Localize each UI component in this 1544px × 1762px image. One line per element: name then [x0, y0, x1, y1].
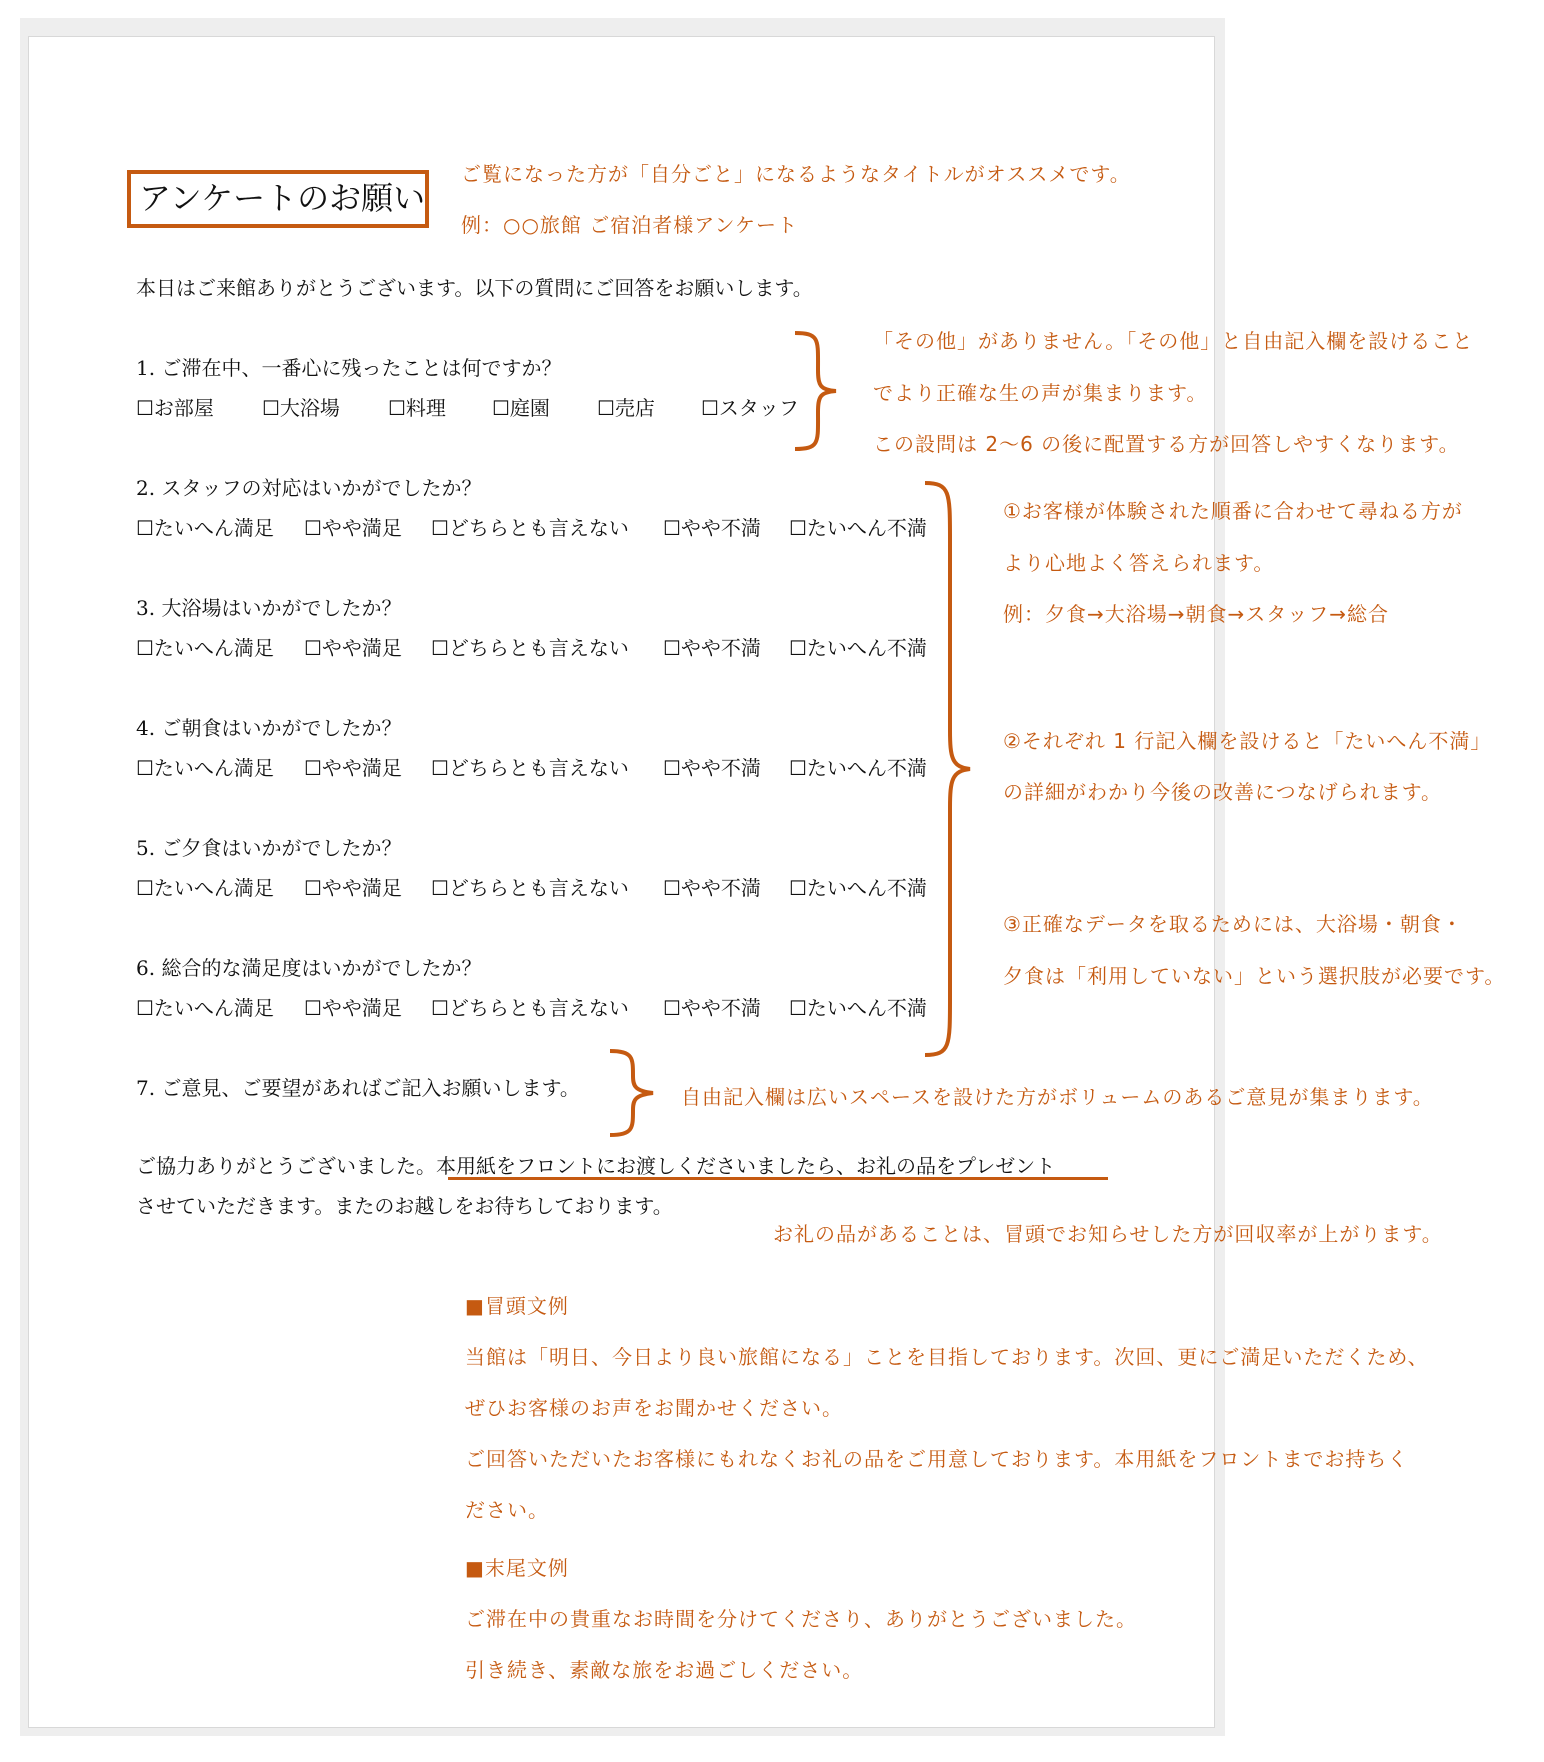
option-shop[interactable]: ☐売店: [597, 396, 655, 420]
option-very-satisfied[interactable]: ☐たいへん満足: [136, 516, 274, 540]
option-food[interactable]: ☐料理: [388, 396, 446, 420]
option-very-dissatisfied[interactable]: ☐たいへん不満: [789, 516, 927, 540]
option-neutral[interactable]: ☐どちらとも言えない: [431, 756, 629, 780]
question-4-options: [136, 752, 927, 781]
closing-example-line-2: 引き続き、素敵な旅をお過ごしください。: [465, 1658, 864, 1682]
option-very-satisfied[interactable]: ☐たいへん満足: [136, 996, 274, 1020]
question-3-options: [136, 632, 927, 661]
option-satisfied[interactable]: ☐やや満足: [304, 636, 402, 660]
q1-tip-line-2: でより正確な生の声が集まります。: [873, 381, 1208, 405]
gift-tip: お礼の品があることは、冒頭でお知らせした方が回収率が上がります。: [773, 1222, 1443, 1246]
option-neutral[interactable]: ☐どちらとも言えない: [431, 516, 629, 540]
closing-thanks: ご協力ありがとうございました。: [136, 1154, 436, 1178]
option-neutral[interactable]: ☐どちらとも言えない: [431, 636, 629, 660]
gift-notice-underline: [448, 1177, 1108, 1180]
option-satisfied[interactable]: ☐やや満足: [304, 876, 402, 900]
question-2-options: [136, 512, 927, 541]
option-dissatisfied[interactable]: ☐やや不満: [663, 636, 761, 660]
intro-text: 本日はご来館ありがとうございます。以下の質問にご回答をお願いします。: [136, 276, 813, 300]
rating-brace: [920, 480, 980, 1058]
question-6: 6. 総合的な満足度はいかがでしたか？: [136, 956, 482, 980]
option-garden[interactable]: ☐庭園: [492, 396, 550, 420]
option-dissatisfied[interactable]: ☐やや不満: [663, 876, 761, 900]
opening-example-line-2: ぜひお客様のお声をお聞かせください。: [465, 1396, 843, 1420]
question-5: 5. ご夕食はいかがでしたか？: [136, 836, 402, 860]
free-text-tip: 自由記入欄は広いスペースを設けた方がボリュームのあるご意見が集まります。: [681, 1085, 1434, 1109]
option-very-dissatisfied[interactable]: ☐たいへん不満: [789, 996, 927, 1020]
order-tip-line-1: ①お客様が体験された順番に合わせて尋ねる方が: [1003, 499, 1463, 523]
closing-gift-notice: 本用紙をフロントにお渡しくださいましたら、お礼の品をプレゼント: [436, 1154, 1056, 1178]
question-3: 3. 大浴場はいかがでしたか？: [136, 596, 402, 620]
option-neutral[interactable]: ☐どちらとも言えない: [431, 996, 629, 1020]
comment-tip-line-2: の詳細がわかり今後の改善につなげられます。: [1003, 780, 1442, 804]
closing-example-heading: ■末尾文例: [465, 1556, 569, 1580]
option-satisfied[interactable]: ☐やや満足: [304, 756, 402, 780]
survey-title: アンケートのお願い: [127, 170, 429, 228]
q1-tip-line-1: 「その他」がありません。「その他」と自由記入欄を設けること: [873, 329, 1474, 353]
option-staff[interactable]: ☐スタッフ: [701, 396, 799, 420]
option-satisfied[interactable]: ☐やや満足: [304, 516, 402, 540]
opening-example-line-3: ご回答いただいたお客様にもれなくお礼の品をご用意しております。本用紙をフロントまでお持ちく: [465, 1447, 1409, 1471]
option-neutral[interactable]: ☐どちらとも言えない: [431, 876, 629, 900]
data-tip-line-2: 夕食は「利用していない」という選択肢が必要です。: [1003, 964, 1506, 988]
opening-example-line-1: 当館は「明日、今日より良い旅館になる」ことを目指しております。次回、更にご満足いただくため、: [465, 1345, 1429, 1369]
question-7: 7. ご意見、ご要望があればご記入お願いします。: [136, 1076, 580, 1100]
question-6-options: [136, 992, 927, 1021]
option-very-dissatisfied[interactable]: ☐たいへん不満: [789, 636, 927, 660]
question-4: 4. ご朝食はいかがでしたか？: [136, 716, 402, 740]
option-very-satisfied[interactable]: ☐たいへん満足: [136, 636, 274, 660]
option-dissatisfied[interactable]: ☐やや不満: [663, 756, 761, 780]
option-bath[interactable]: ☐大浴場: [262, 396, 340, 420]
option-very-dissatisfied[interactable]: ☐たいへん不満: [789, 876, 927, 900]
q1-tip-line-3: この設問は 2〜6 の後に配置する方が回答しやすくなります。: [873, 432, 1460, 456]
closing-example-line-1: ご滞在中の貴重なお時間を分けてくださり、ありがとうございました。: [465, 1607, 1137, 1631]
comment-tip-line-1: ②それぞれ 1 行記入欄を設けると「たいへん不満」: [1003, 729, 1492, 753]
opening-example-heading: ■冒頭文例: [465, 1294, 569, 1318]
q7-brace: [607, 1048, 667, 1138]
option-very-satisfied[interactable]: ☐たいへん満足: [136, 756, 274, 780]
question-1-options: [136, 392, 799, 421]
question-5-options: [136, 872, 927, 901]
data-tip-line-1: ③正確なデータを取るためには、大浴場・朝食・: [1003, 912, 1463, 936]
opening-example-line-4: ださい。: [465, 1498, 549, 1522]
order-tip-line-3: 例：夕食→大浴場→朝食→スタッフ→総合: [1003, 602, 1390, 626]
option-room[interactable]: ☐お部屋: [136, 396, 214, 420]
title-tip-line-1: ご覧になった方が「自分ごと」になるようなタイトルがオススメです。: [461, 162, 1131, 186]
closing-line-1: [136, 1150, 1055, 1179]
question-1: 1. ご滞在中、一番心に残ったことは何ですか？: [136, 356, 562, 380]
order-tip-line-2: より心地よく答えられます。: [1003, 551, 1275, 575]
option-very-satisfied[interactable]: ☐たいへん満足: [136, 876, 274, 900]
closing-line-2: させていただきます。またのお越しをお待ちしております。: [136, 1194, 673, 1218]
option-dissatisfied[interactable]: ☐やや不満: [663, 516, 761, 540]
option-very-dissatisfied[interactable]: ☐たいへん不満: [789, 756, 927, 780]
q1-brace: [790, 330, 850, 452]
title-tip-line-2: 例：○○旅館 ご宿泊者様アンケート: [461, 213, 799, 237]
option-satisfied[interactable]: ☐やや満足: [304, 996, 402, 1020]
option-dissatisfied[interactable]: ☐やや不満: [663, 996, 761, 1020]
question-2: 2. スタッフの対応はいかがでしたか？: [136, 476, 482, 500]
